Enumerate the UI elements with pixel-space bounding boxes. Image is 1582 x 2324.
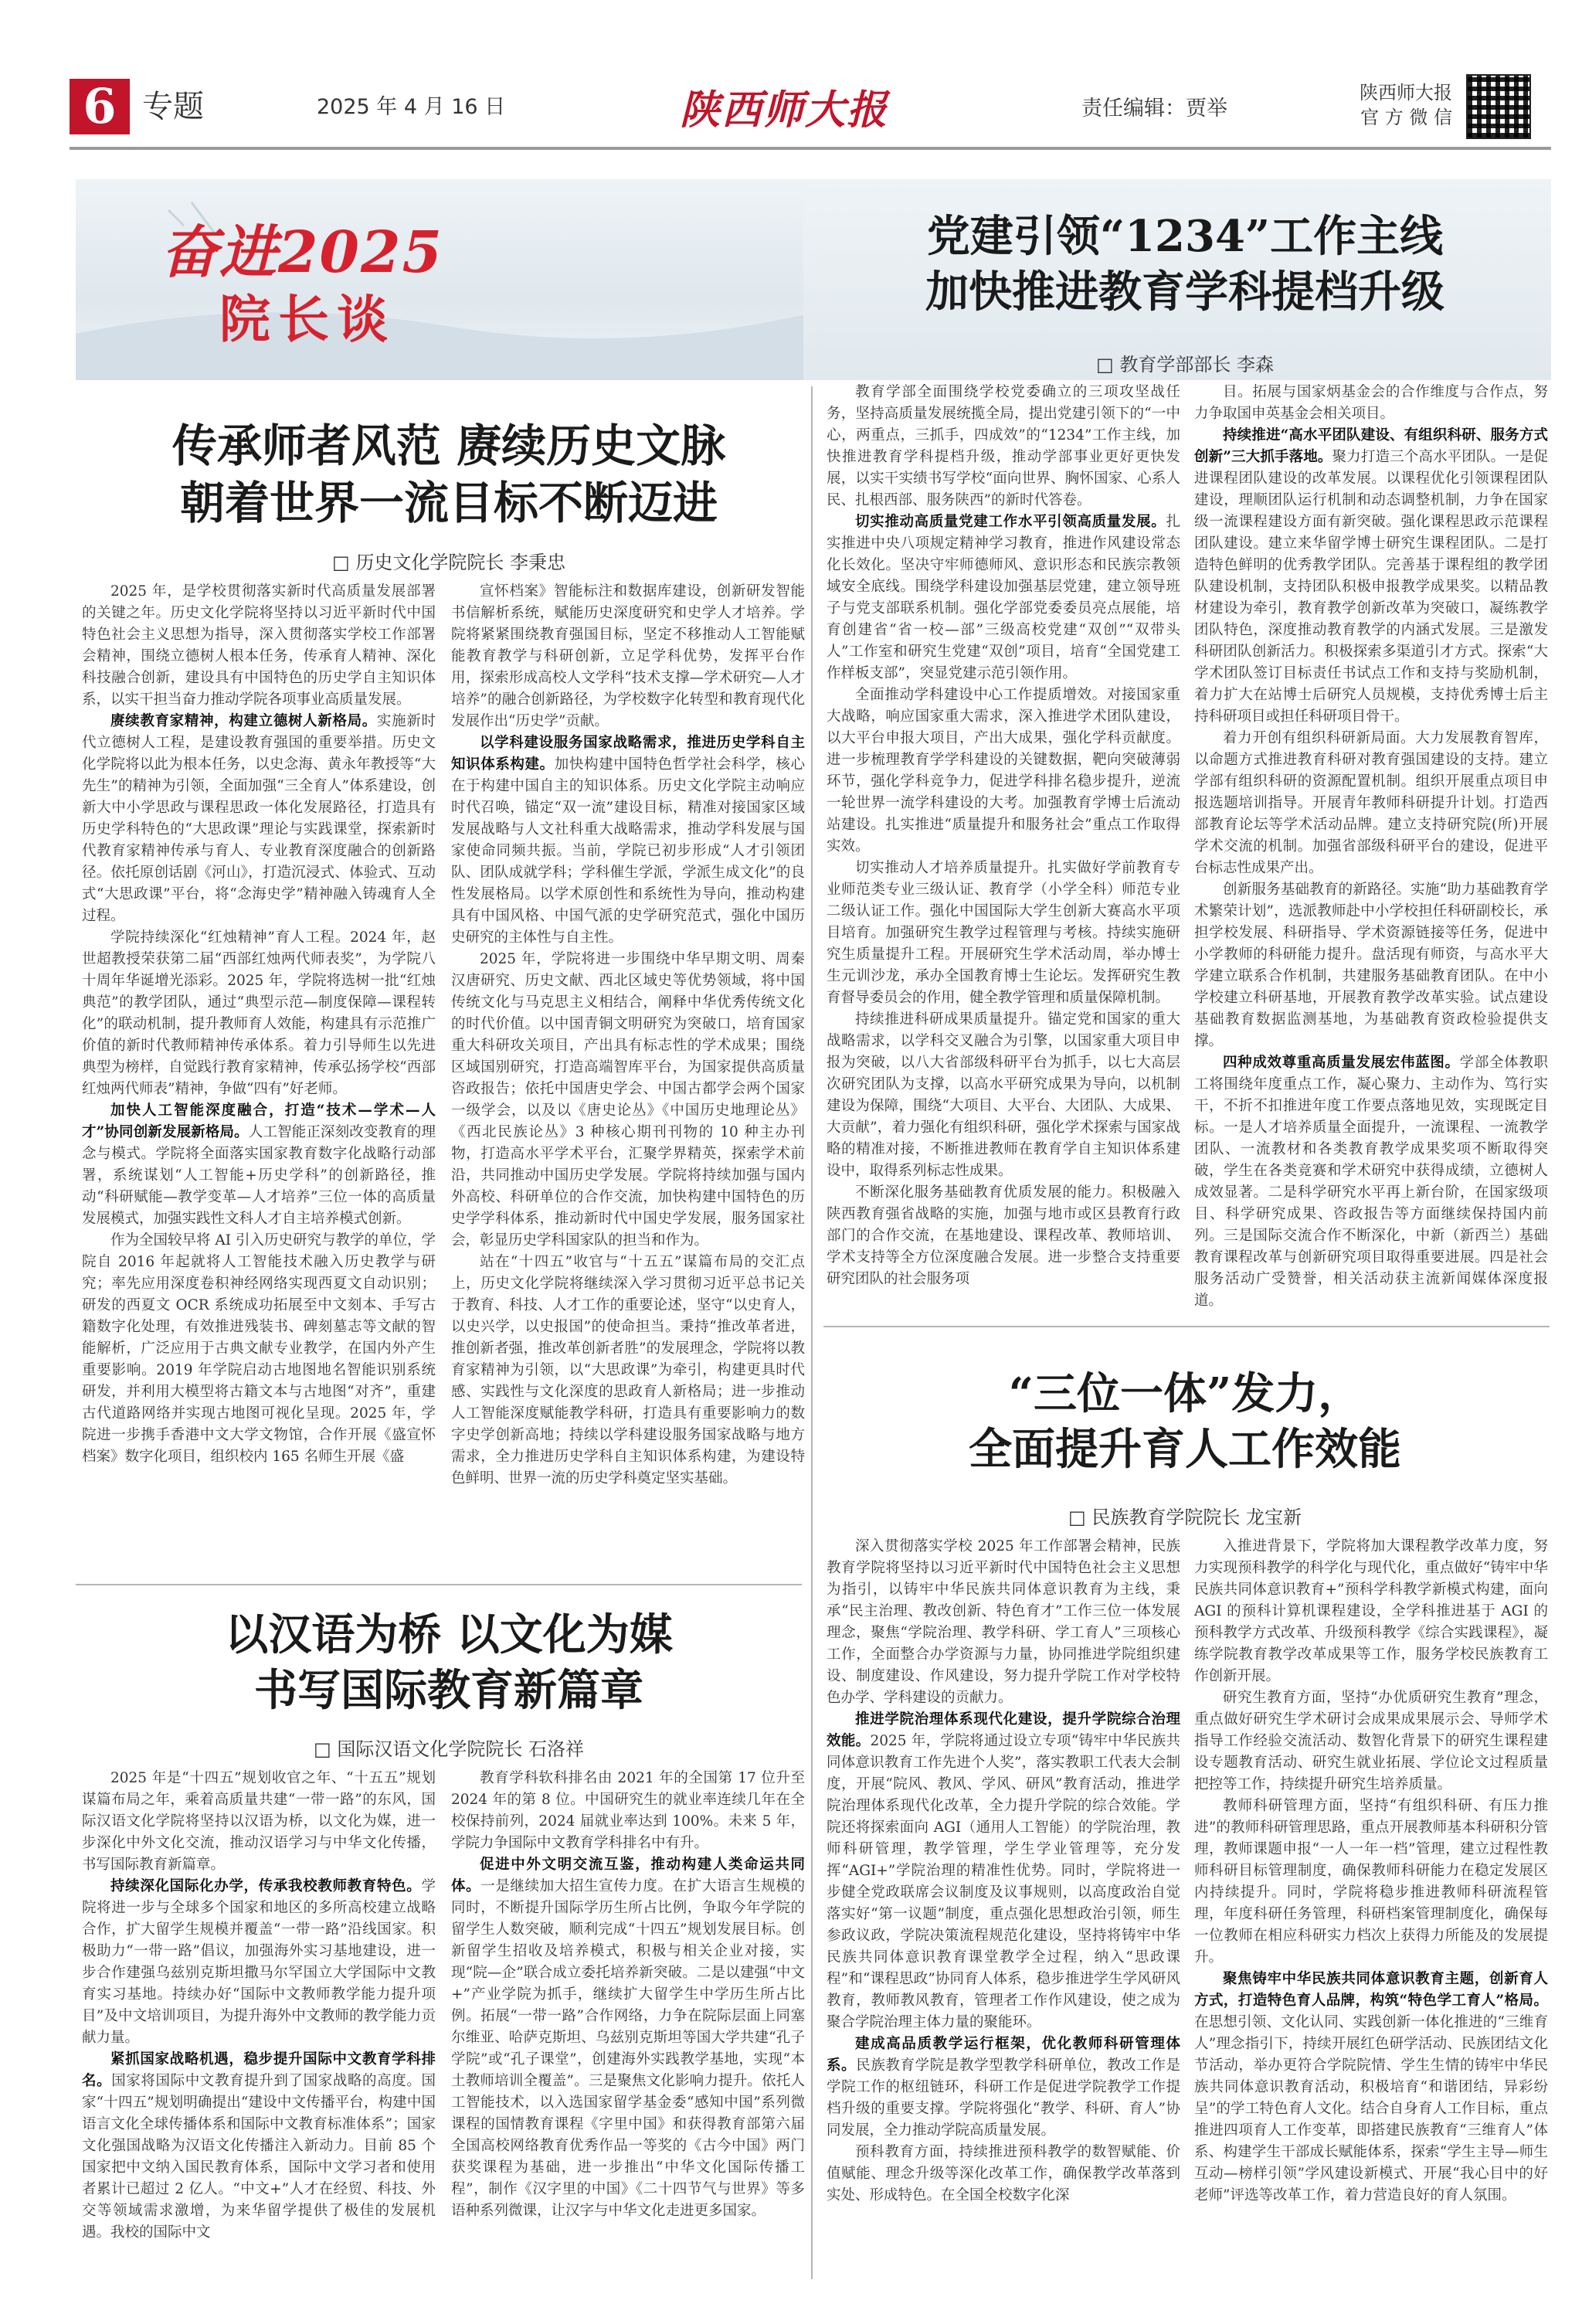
wechat-label [1336,80,1452,130]
paragraph: 目。拓展与国家炳基金会的合作维度与合作点，努力争取国申英基金会相关项目。 [1194,384,1548,422]
paragraph: 加快人工智能深度融合，打造“技术—学术—人才”协同创新发展新格局。人工智能正深刻改变教育的理念与模式。学院将全面落实国家教育数字化战略行动部署，系统谋划“人工智能+历史学科”的创新路径，推动“科研赋能—教学变革—人才培养”三位一体的高质量发展模式，加强实践性文科人才自主培养模式创新。 [82,1103,436,1227]
masthead [70,74,1553,141]
paragraph: 切实推动高质量党建工作水平引领高质量发展。扎实推进中央八项规定精神学习教育，推进作风建设常态化长效化。坚决守牢师德师风、意识形态和民族宗教领域安全底线。围绕学科建设加强基层党建，建立领导班子与党支部联系机制。强化学部党委委员亮点展能，培育创建省“省一校—部”三级高校党建“双创”“双带头人”工作室和研究生党建“双创”项目，培育“全国党建工作样板支部”，突显党建示范引领作用。 [827,514,1180,681]
paragraph: 切实推动人才培养质量提升。扎实做好学前教育专业师范类专业三级认证、教育学（小学全科）师范专业二级认证工作。强化中国国际大学生创新大赛高水平项目培育。加强研究生教学过程管理与考核。持续实施研究生质量提升工程。开展研究生学术活动周，举办博士生元训沙龙，承办全国教育博士生论坛。发挥研究生教育督导委员会的作用，健全教学管理和质量保障机制。 [827,860,1180,1006]
paragraph: 着力开创有组织科研新局面。大力发展教育智库，以命题方式推进教育科研对教育强国建设的支持。建立学部有组织科研的资源配置机制。组织开展重点项目申报选题培训指导。开展青年教师科研提升计划。打造西部教育论坛等学术活动品牌。建立支持研究院(所)开展学术交流的机制。加强省部级科研平台的建设，促进平台标志性成果产出。 [1194,730,1548,876]
paragraph: 作为全国较早将 AI 引入历史研究与教学的单位，学院自 2016 年起就将人工智能技术融入历史教学与研究；率先应用深度卷积神经网络实现西夏文自动识别；研发的西夏文 OCR 系统成功拓展至中文刻本、手写古籍数字化处理，有效推进残装书、碑刻墓志等文献的智能解析，广泛应用于古典文献专业教学，在国内外产生重要影响。2019 年学院启动古地图地名智能识别系统研发，并利用大模型将古籍文本与古地图“对齐”，重建古代道路网络并实现古地图可视化呈现。2025 年，学院进一步携手香港中文大学文物馆，合作开展《盛宣怀档案》数字化项目，组织校内 165 名师生开展《盛 [82,1232,436,1465]
article-2-title-line-2: 书写国际教育新篇章 [254,1665,643,1716]
article-2-byline: □ 国际汉语文化学院院长 石洛祥 [314,1738,584,1760]
paragraph: 以学科建设服务国家战略需求，推进历史学科自主知识体系构建。加快构建中国特色哲学社会科学，核心在于构建中国自主的知识体系。历史文化学院主动响应时代召唤，锚定“双一流”建设目标，精准对接国家区域发展战略与人文社科重大战略需求，推动学科发展与国家使命同频共振。当前，学院已初步形成“人才引领团队、团队成就学科；学科催生学派，学派生成文化”的良性发展格局。以学术原创性和系统性为导向，推动构建具有中国风格、中国气派的史学研究范式，强化中国历史研究的主体性与自主性。 [451,735,805,946]
article-4-title-line-2: 全面提升育人工作效能 [969,1424,1401,1475]
paragraph: 聚焦铸牢中华民族共同体意识教育主题，创新育人方式，打造特色育人品牌，构筑“特色学工育人”格局。在思想引领、文化认同、实践创新一体化推进的“三维育人”理念指引下，持续开展红色研学活动、民族团结文化节活动，举办更符合学院院情、学生生情的铸牢中华民族共同体意识教育活动，积极培育“和谐团结，异彩纷呈”的学工特色育人文化。结合自身育人工作目标，重点推进四项育人工作变革，即搭建民族教育“三维育人”体系、构建学生干部成长赋能体系，探索“学生主导—师生互动—榜样引领”学风建设新模式、开展“我心目中的好老师”评选等改革工作，着力营造良好的育人氛围。 [1194,1971,1548,2203]
article-3-headline [819,209,1551,320]
paragraph: 创新服务基础教育的新路径。实施“助力基础教育学术繁荣计划”，选派教师赴中小学校担任科研副校长，承担学校发展、科研指导、学术资源链接等任务，促进中小学教师的科研能力提升。盘活现有师资，与高水平大学建立联系合作机制，共建服务基础教育团队。在中小学校建立科研基地，开展教育教学改革实验。试点建设基础教育数据监测基地，为基础教育资政检验提供支撑。 [1194,882,1548,1049]
article-1-column-1 [82,581,436,1570]
paragraph: 教育学科软科排名由 2021 年的全国第 17 位升至 2024 年的第 8 位。中国研究生的就业率连续几年在全校保持前列，2024 届就业率达到 100%。未来 5 年，学院力争国际中文教育学科排名中有升。 [451,1770,805,1851]
article-1-headline [76,417,822,532]
article-2-column-1 [82,1768,436,2301]
section-divider [823,1326,1550,1327]
article-3-byline: □ 教育学部部长 李森 [1096,354,1274,375]
paragraph: 学院持续深化“红烛精神”育人工程。2024 年，赵世超教授荣获第二届“西部红烛两代师表奖”，为学院八十周年华诞增光添彩。2025 年，学院将选树一批“红烛典范”的教学团队，通过“典型示范—制度保障—课程转化”的联动机制，提升教师育人效能，构建具有示范推广价值的新时代教师精神传承体系。着力引导师生以先进典型为榜样，自觉践行教育家精神，传承弘扬学校“西部红烛两代师表”精神，争做“四有”好老师。 [82,929,436,1097]
article-3-column-1 [827,382,1180,1317]
paragraph: 教师科研管理方面，坚持“有组织科研、有压力推进”的教师科研管理思路，重点开展教师基本科研积分管理，教师课题申报“一人一年一档”管理，建立过程性教师科研目标管理制度，确保教师科研能力在稳定发展区内持续提升。同时，学院将稳步推进教师科研流程管理，年度科研任务管理，科研档案管理制度化，确保每一位教师在相应科研实力档次上获得力所能及的发展提升。 [1194,1798,1548,1966]
article-3-title-line-2: 加快推进教育学科提档升级 [925,267,1445,318]
newspaper-brand: 陕西师大报 [680,87,889,134]
page-number: 6 [70,79,130,134]
paragraph: 深入贯彻落实学校 2025 年工作部署会精神，民族教育学院将坚持以习近平新时代中国特色社会主义思想为指引，以铸牢中华民族共同体意识教育为主线，秉承“民主治理、教改创新、特色育才”工作三位一体发展理念，聚焦“学院治理、教学科研、学工育人”三项核心工作，全面整合办学资源与力量，协同推进学院组织建设、制度建设、作风建设，努力提升学院工作对学校特色办学、学科建设的贡献力。 [827,1538,1180,1706]
editor-credit: 责任编辑：贾举 [1081,97,1227,121]
article-3-column-2 [1194,382,1548,1317]
paragraph: 赓续教育家精神，构建立德树人新格局。实施新时代立德树人工程，是建设教育强国的重要举措。历史文化学院将以此为根本任务，以史念海、黄永年教授等“大先生”的精神为引领，全面加强“三全育人”体系建设，创新大中小学思政与课程思政一体化发展路径，打造具有历史学科特色的“大思政课”理论与实践课堂，探索新时代教育家精神传承与育人、专业教育深度融合的创新路径。依托原创话剧《河山》，打造沉浸式、体验式、互动式“大思政课”平台，将“念海史学”精神融入铸魂育人全过程。 [82,713,436,924]
article-1-title-line-1: 传承师者风范 赓续历史文脉 [171,420,726,472]
article-1-title-line-2: 朝着世界一流目标不断迈进 [179,477,718,529]
banner-title: 奋进2025 [161,219,443,286]
article-4-title-line-1: “三位一体”发力， [1008,1368,1362,1419]
paragraph: 2025 年，学院将进一步围绕中华早期文明、周秦汉唐研究、历史文献、西北区域史等优势领域，将中国传统文化与马克思主义相结合，阐释中华优秀传统文化的时代价值。以中国青铜文明研究为突破口，培育国家重大科研攻关项目，产出具有标志性的学术成果；围绕区域国别研究，打造高端智库平台，为国家提供高质量咨政报告；依托中国唐史学会、中国古都学会两个国家一级学会，以及以《唐史论丛》《中国历史地理论丛》《西北民族论丛》3 种核心期刊刊物的 10 种主办刊物，打造高水平学术平台，汇聚学界精英，探索学术前沿，共同推动中国历史学发展。学院将持续加强与国内外高校、科研单位的合作交流，加快构建中国特色的历史学学科体系，推动新时代中国史学发展，服务国家社会，彰显历史学科国家队的担当和作为。 [451,951,805,1249]
article-2-title-line-1: 以汉语为桥 以文化为媒 [225,1609,673,1660]
section-label: 专题 [142,89,204,124]
paragraph: 推进学院治理体系现代化建设，提升学院综合治理效能。2025 年，学院将通过设立专项“铸牢中华民族共同体意识教育工作先进个人奖”，落实教职工代表大会制度，开展“院风、教风、学风、研风”教育活动，推进学院治理体系现代化改革，全力提升学院的综合效能。学院还将探索面向 AGI（通用人工智能）的学院治理，教师科研管理，教学管理，学生学业管理等，充分发挥“AGI+”学院治理的精准性优势。同时，学院将进一步健全党政联席会议制度及议事规则，以高度政治自觉落实好“第一议题”制度，重点强化思想政治引领，师生参政议政，学院决策流程规范化建设，坚持将铸牢中华民族共同体意识教育课堂教学全过程，纳入“思政课程”和“课程思政”协同育人体系，稳步推进学生学风研风教育，教师教风教育，管理者工作作风建设，使之成为聚合学院治理主体力量的聚能环。 [827,1711,1180,2030]
paragraph: 教育学部全面围绕学校党委确立的三项攻坚战任务，坚持高质量发展统揽全局，提出党建引领下的“一中心，两重点，三抓手，四成效”的“1234”工作主线，加快推进教育学科提档升级，推动学部事业更好更快发展，以实干实绩书写学校“面向世界、胸怀国家、心系人民、扎根西部、服务陕西”的新时代答卷。 [827,384,1180,508]
article-4-column-1 [827,1536,1180,2301]
paragraph: 持续深化国际化办学，传承我校教师教育特色。学院将进一步与全球多个国家和地区的多所高校建立战略合作，扩大留学生规模并覆盖“一带一路”沿线国家。积极助力“一带一路”倡议，加强海外实习基地建设，进一步合作建强乌兹别克斯坦撒马尔罕国立大学国际中文教育实习基地。持续办好“国际中文教师教学能力提升项目”及中文培训项目，为提升海外中文教师的教学能力贡献力量。 [82,1878,436,2046]
paragraph: 持续推进“高水平团队建设、有组织科研、服务方式创新”三大抓手落地。聚力打造三个高水平团队。一是促进课程团队建设的改革发展。以课程优化引领课程团队建设，理顺团队运行机制和动态调整机制，力争在国家级一流课程建设方面有新突破。强化课程思政示范课程团队建设。建立来华留学博士研究生课程团队。二是打造特色鲜明的优秀教学团队。完善基于课程组的教学团队建设机制，支持团队积极申报教学成果奖。以精品教材建设为牵引，教育教学创新改革为突破口，凝练教学团队特色，深度推动教育教学的内涵式发展。三是激发科研团队创新活力。积极探索多渠道引才方式。探索“大学术团队签订目标责任书试点工作和支持与奖励机制，着力扩大在站博士后研究人员规模，支持优秀博士后主持科研项目或担任科研项目骨干。 [1194,427,1548,725]
wechat-line-1: 陕西师大报 [1360,82,1452,104]
wechat-line-2: 官 方 微 信 [1360,107,1452,128]
paragraph: 建成高品质教学运行框架，优化教师科研管理体系。民族教育学院是教学型教学科研单位，教改工作是学院工作的枢纽链环，科研工作是促进学院教学工作提档升级的重要支撑。学院将强化“教学、科研、育人”协同发展，全力推动学院高质量发展。 [827,2036,1180,2139]
column-divider [811,386,813,2279]
masthead-rule [70,147,1551,150]
section-divider [76,1584,802,1585]
paragraph: 2025 年是“十四五”规划收官之年、“十五五”规划谋篇布局之年，乘着高质量共建“一带一路”的东风，国际汉语文化学院将坚持以汉语为桥，以文化为媒，进一步深化中外文化交流，推动汉语学习与中华文化传播，书写国际教育新篇章。 [82,1770,436,1873]
article-2-column-2 [451,1768,805,2301]
paragraph: 站在“十四五”收官与“十五五”谋篇布局的交汇点上，历史文化学院将继续深入学习贯彻习近平总书记关于教育、科技、人才工作的重要论述，坚守“以史育人，以史兴学，以史报国”的使命担当。秉持“推改革者进，推创新者强，推改革创新者胜”的发展理念，学院将以教育家精神为引领，以“大思政课”为牵引，构建更具时代感、实践性与文化深度的思政育人新格局；进一步推动人工智能深度赋能教学科研，打造具有重要影响力的数字史学创新高地；持续以学科建设服务国家战略与地方需求，全力推进历史学科自主知识体系构建，为建设特色鲜明、世界一流的历史学科奠定坚实基础。 [451,1254,805,1486]
banner-subtitle: 院长谈 [219,289,396,349]
article-2-headline [76,1607,822,1718]
paragraph: 紧抓国家战略机遇，稳步提升国际中文教育学科排名。国家将国际中文教育提升到了国家战略的高度。国家“十四五”规划明确提出“建设中文传播平台，构建中国语言文化全球传播体系和国际中文教育标准体系”；国家文化强国战略为汉语文化传播注入新动力。目前 85 个国家把中文纳入国民教育体系，国际中文学习者和使用者累计已超过 2 亿人。“中文+”人才在经贸、科技、外交等领域需求激增，为来华留学提供了极佳的发展机遇。我校的国际中文 [82,2051,436,2241]
article-3-title-line-1: 党建引领“1234”工作主线 [926,211,1444,262]
paragraph: 促进中外文明交流互鉴，推动构建人类命运共同体。一是继续加大招生宣传力度。在扩大语言生规模的同时，不断提升国际学历生所占比例，争取今年学院的留学生人数突破，顺利完成“十四五”规划发展目标。创新留学生招收及培养模式，积极与相关企业对接，实现“院—企”联合成立委托培养新突破。二是以建强“中文+”产业学院为抓手，继续扩大留学生中学历生所占比例。拓展“一带一路”合作网络，力争在院际层面上同塞尔维亚、哈萨克斯坦、乌兹别克斯坦等国大学共建“孔子学院”或“孔子课堂”，创建海外实践教学基地，实现“本土教师培训全覆盖”。三是聚焦文化影响力提升。依托人工智能技术，以入选国家留学基金委“感知中国”系列微课程的国情教育课程《字里中国》和获得教育部第六届全国高校网络教育优秀作品一等奖的《古今中国》两门获奖课程为基础，进一步推出“中华文化国际传播工程”，制作《汉字里的中国》《二十四节气与世界》等多语种系列微课，让汉字与中华文化走进更多国家。 [451,1857,805,2219]
article-1-byline: □ 历史文化学院院长 李秉忠 [332,552,565,573]
article-4-byline: □ 民族教育学院院长 龙宝新 [1068,1507,1302,1528]
paragraph: 预科教育方面，持续推进预科教学的数智赋能、价值赋能、理念升级等深化改革工作，确保教学改革落到实处、形成特色。在全国全校数字化深 [827,2144,1180,2203]
qr-code-icon[interactable] [1466,74,1531,139]
article-4-column-2 [1194,1536,1548,2301]
paragraph: 持续推进科研成果质量提升。锚定党和国家的重大战略需求，以学科交叉融合为引擎，以国家重大项目申报为突破，以八大省部级科研平台为抓手，以七大高层次研究团队为支撑，以高水平研究成果为导向，以机制建设为保障，围绕“大项目、大平台、大团队、大成果、大贡献”，着力强化有组织科研，强化学术探索与国家战略的精准对接，不断推进教师在教育学自主知识体系建设中，取得系列标志性成果。 [827,1011,1180,1179]
paragraph: 宣怀档案》智能标注和数据库建设，创新研发智能书信解析系统，赋能历史深度研究和史学人才培养。学院将紧紧围绕教育强国目标，坚定不移推动人工智能赋能教育教学与科研创新，立足学科优势，发挥平台作用，探索形成高校人文学科“技术支撑—学术研究—人才培养”的融合创新路径，为学校数字化转型和教育现代化发展作出“历史学”贡献。 [451,583,805,729]
article-1-column-2 [451,581,805,1570]
paragraph: 不断深化服务基础教育优质发展的能力。积极融入陕西教育强省战略的实施，加强与地市或区县教育行政部门的合作交流，在基地建设、课程改革、教师培训、学术支持等全方位深度融合发展。进一步整合支持重要研究团队的社会服务项 [827,1184,1180,1287]
paragraph: 2025 年，是学校贯彻落实新时代高质量发展部署的关键之年。历史文化学院将坚持以习近平新时代中国特色社会主义思想为指导，深入贯彻落实学校工作部署会精神，围绕立德树人根本任务，传承育人精神、深化科技融合创新，建设具有中国特色的历史学自主知识体系，以实干担当奋力推动学院各项事业高质量发展。 [82,583,436,708]
paragraph: 全面推动学科建设中心工作提质增效。对接国家重大战略，响应国家重大需求，深入推进学术团队建设，以大平台申报大项目，产出大成果，强化学科贡献度。进一步梳理教育学学科建设的关键数据，靶向突破薄弱环节，强化学科竞争力，促进学科排名稳步提升，逆流一轮世界一流学科建设的大考。加强教育学博士后流动站建设。扎实推进“质量提升和服务社会”重点工作取得实效。 [827,687,1180,855]
article-4-headline [819,1366,1551,1477]
paragraph: 四种成效尊重高质量发展宏伟蓝图。学部全体教职工将围绕年度重点工作，凝心聚力、主动作为、笃行实干，不折不扣推进年度工作要点落地见效，实现既定目标。一是人才培养质量全面提升，一流课程、一流教学团队、一流教材和各类教育教学成果奖项不断取得突破，学生在各类竞赛和学术研究中获得成绩，立德树人成效显著。二是科学研究水平再上新台阶，在国家级项目、科学研究成果、咨政报告等方面继续保持国内前列。三是国际交流合作不断深化，中新（新西兰）基础教育课程改革与创新研究项目取得重要进展。四是社会服务活动广受赞誉，相关活动获主流新闻媒体深度报道。 [1194,1055,1548,1309]
issue-date: 2025 年 4 月 16 日 [317,95,506,119]
paragraph: 入推进背景下，学院将加大课程教学改革力度，努力实现预科教学的科学化与现代化，重点做好“铸牢中华民族共同体意识教育+”预科学科教学新模式构建，面向 AGI 的预科计算机课程建设，全学科推进基于 AGI 的预科教学方式改革、升级预科教学《综合实践课程》，凝练学院教育教学改革成果等工作，服务学校民族教育工作创新开展。 [1194,1538,1548,1684]
paragraph: 研究生教育方面，坚持“办优质研究生教育”理念，重点做好研究生学术研讨会成果成果展示会、导师学术指导工作经验交流活动、数智化背景下的研究生课程建设专题教育活动、研究生就业拓展、学位论文过程质量把控等工作，持续提升研究生培养质量。 [1194,1690,1548,1792]
column-banner [76,179,822,380]
